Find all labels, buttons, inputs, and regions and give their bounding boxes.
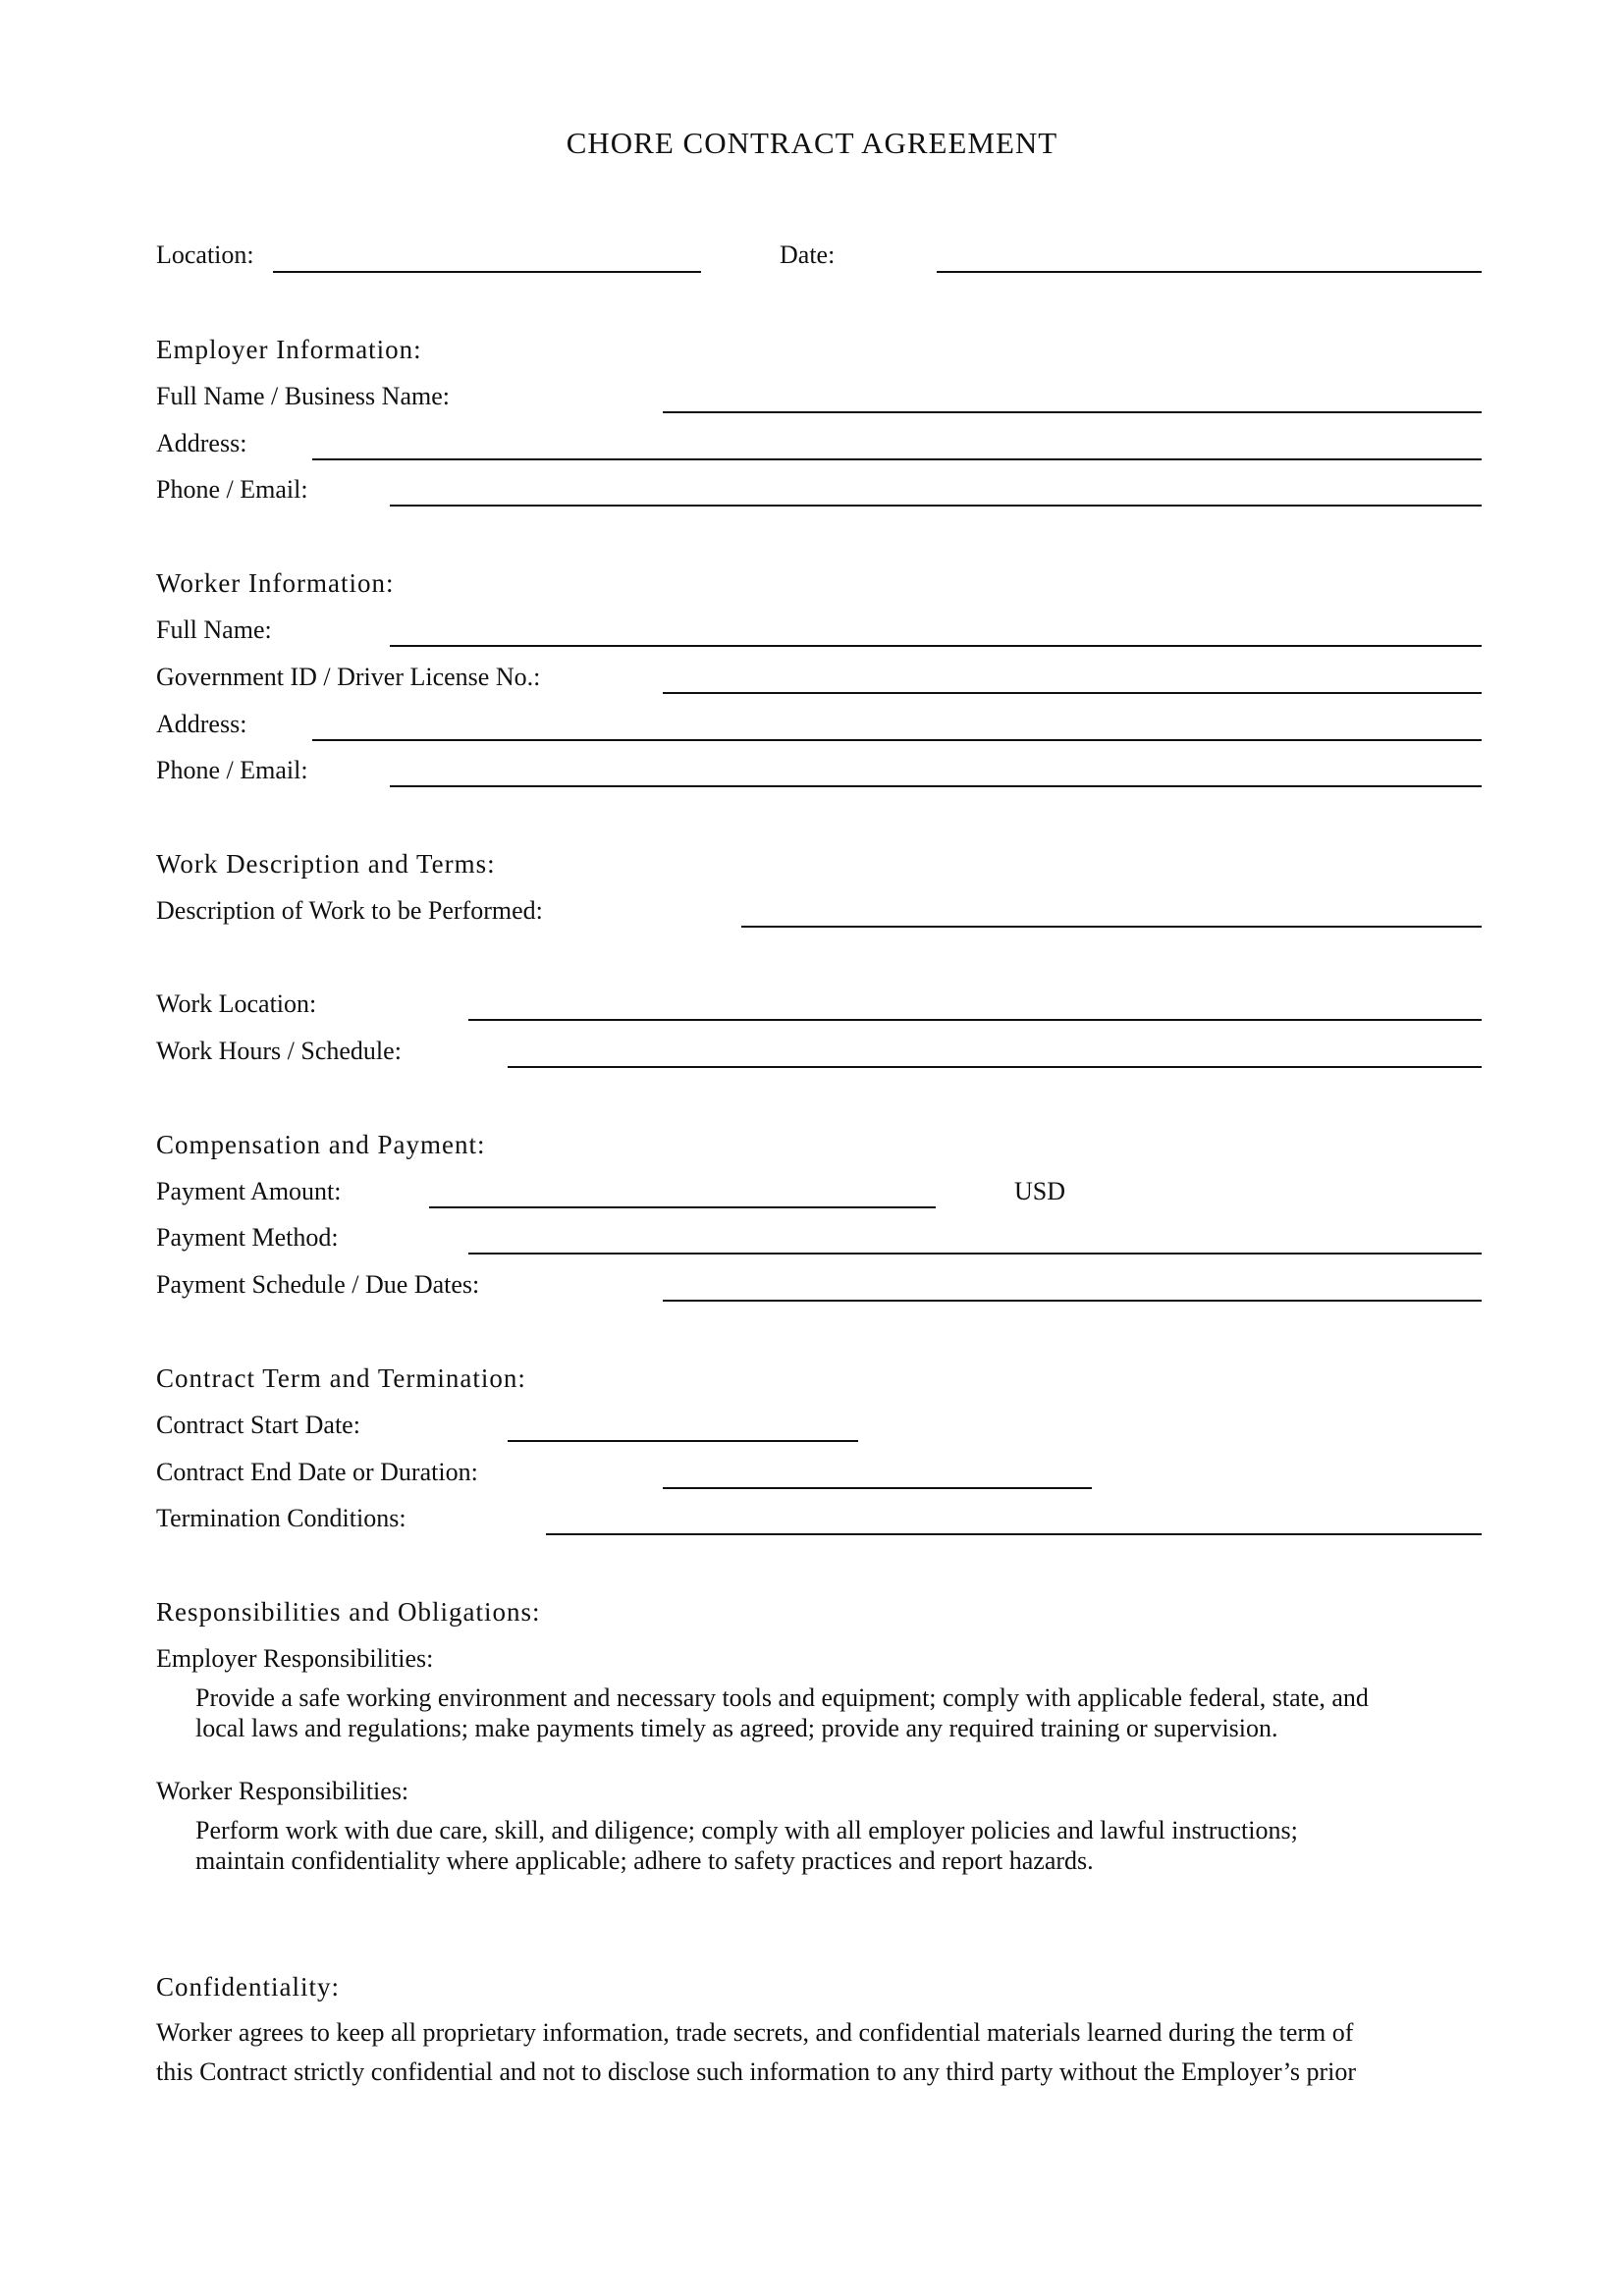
- end-date-field[interactable]: [663, 1487, 1092, 1489]
- employer-name-label: Full Name / Business Name:: [156, 382, 450, 410]
- work-section-heading: Work Description and Terms:: [156, 849, 496, 879]
- employer-name-field[interactable]: [663, 411, 1482, 413]
- worker-id-label: Government ID / Driver License No.:: [156, 663, 541, 691]
- employer-responsibilities-label: Employer Responsibilities:: [156, 1644, 434, 1673]
- employer-contact-field[interactable]: [390, 505, 1482, 507]
- confidentiality-text: [156, 2013, 1356, 2092]
- payment-amount-label: Payment Amount:: [156, 1177, 342, 1205]
- worker-address-label: Address:: [156, 710, 247, 738]
- worker-contact-label: Phone / Email:: [156, 756, 308, 784]
- confidentiality-line: Worker agrees to keep all proprietary information, trade secrets, and confidential materials learned during the term of: [156, 2018, 1354, 2047]
- compensation-section-heading: Compensation and Payment:: [156, 1130, 486, 1159]
- page-title: CHORE CONTRACT AGREEMENT: [566, 126, 1058, 160]
- work-location-field[interactable]: [468, 1019, 1482, 1021]
- location-field[interactable]: [273, 271, 701, 273]
- date-field[interactable]: [937, 271, 1482, 273]
- work-location-label: Work Location:: [156, 989, 317, 1018]
- employer-contact-label: Phone / Email:: [156, 475, 308, 504]
- start-date-field[interactable]: [508, 1440, 858, 1442]
- work-hours-field[interactable]: [508, 1066, 1482, 1068]
- employer-responsibilities-text: [195, 1682, 1369, 1743]
- worker-contact-field[interactable]: [390, 785, 1482, 787]
- currency-label: USD: [1014, 1177, 1066, 1205]
- worker-id-field[interactable]: [663, 692, 1482, 694]
- work-hours-label: Work Hours / Schedule:: [156, 1037, 402, 1065]
- worker-section-heading: Worker Information:: [156, 568, 395, 598]
- employer-address-field[interactable]: [312, 458, 1482, 460]
- date-label: Date:: [780, 240, 836, 269]
- payment-amount-field[interactable]: [429, 1206, 936, 1208]
- worker-responsibilities-line: maintain confidentiality where applicable; adhere to safety practices and report hazards.: [195, 1846, 1094, 1875]
- worker-address-field[interactable]: [312, 739, 1482, 741]
- confidentiality-section-heading: Confidentiality:: [156, 1972, 340, 2002]
- payment-schedule-field[interactable]: [663, 1300, 1482, 1302]
- worker-responsibilities-label: Worker Responsibilities:: [156, 1777, 409, 1805]
- employer-responsibilities-line: Provide a safe working environment and necessary tools and equipment; comply with applicable federal, state, and: [195, 1683, 1369, 1712]
- work-description-label: Description of Work to be Performed:: [156, 896, 543, 925]
- worker-responsibilities-text: [195, 1815, 1298, 1876]
- payment-method-field[interactable]: [468, 1253, 1482, 1255]
- start-date-label: Contract Start Date:: [156, 1411, 360, 1439]
- work-description-field[interactable]: [741, 926, 1482, 928]
- confidentiality-line: this Contract strictly confidential and not to disclose such information to any third party without the Employer’s prior: [156, 2057, 1357, 2086]
- termination-label: Termination Conditions:: [156, 1504, 406, 1532]
- responsibilities-section-heading: Responsibilities and Obligations:: [156, 1597, 541, 1627]
- payment-schedule-label: Payment Schedule / Due Dates:: [156, 1270, 480, 1299]
- worker-name-field[interactable]: [390, 645, 1482, 647]
- worker-responsibilities-line: Perform work with due care, skill, and diligence; comply with all employer policies and lawful instructions;: [195, 1816, 1298, 1844]
- employer-address-label: Address:: [156, 429, 247, 457]
- location-label: Location:: [156, 240, 254, 269]
- worker-name-label: Full Name:: [156, 615, 272, 644]
- payment-method-label: Payment Method:: [156, 1223, 339, 1252]
- end-date-label: Contract End Date or Duration:: [156, 1458, 478, 1486]
- termination-field[interactable]: [546, 1533, 1482, 1535]
- term-section-heading: Contract Term and Termination:: [156, 1363, 526, 1393]
- employer-section-heading: Employer Information:: [156, 335, 422, 364]
- employer-responsibilities-line: local laws and regulations; make payments timely as agreed; provide any required training or supervision.: [195, 1714, 1278, 1742]
